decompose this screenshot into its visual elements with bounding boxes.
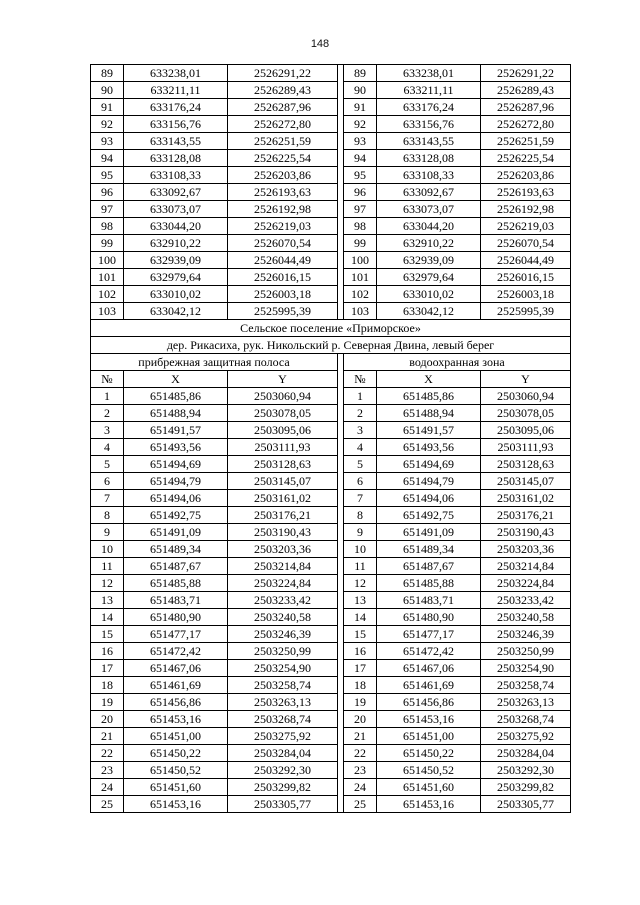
left-num-header: № — [91, 371, 124, 388]
left-point-number: 24 — [91, 779, 124, 796]
table-row — [91, 65, 571, 82]
right-point-number: 97 — [344, 201, 377, 218]
right-y-coordinate: 2503299,82 — [481, 779, 571, 796]
right-y-coordinate: 2503240,58 — [481, 609, 571, 626]
table-row — [91, 269, 571, 286]
right-point-number: 4 — [344, 439, 377, 456]
left-y-coordinate: 2503214,84 — [228, 558, 338, 575]
right-y-coordinate: 2503275,92 — [481, 728, 571, 745]
right-y-coordinate: 2503161,02 — [481, 490, 571, 507]
table-row — [91, 626, 571, 643]
right-point-number: 13 — [344, 592, 377, 609]
right-point-number: 92 — [344, 116, 377, 133]
left-point-number: 92 — [91, 116, 124, 133]
left-y-coordinate: 2526192,98 — [228, 201, 338, 218]
table-row — [91, 388, 571, 405]
left-point-number: 101 — [91, 269, 124, 286]
location-title: дер. Рикасиха, рук. Никольский р. Северная Двина, левый берег — [91, 337, 571, 354]
right-y-coordinate: 2526225,54 — [481, 150, 571, 167]
right-zone-title: водоохранная зона — [344, 354, 571, 371]
left-point-number: 21 — [91, 728, 124, 745]
left-y-coordinate: 2503284,04 — [228, 745, 338, 762]
left-y-coordinate: 2526291,22 — [228, 65, 338, 82]
right-point-number: 103 — [344, 303, 377, 320]
right-x-coordinate: 651491,09 — [377, 524, 481, 541]
table-row — [91, 218, 571, 235]
left-x-coordinate: 651453,16 — [124, 711, 228, 728]
right-y-coordinate: 2503268,74 — [481, 711, 571, 728]
right-point-number: 15 — [344, 626, 377, 643]
right-x-coordinate: 632979,64 — [377, 269, 481, 286]
right-y-coordinate: 2526070,54 — [481, 235, 571, 252]
left-y-coordinate: 2503240,58 — [228, 609, 338, 626]
right-point-number: 9 — [344, 524, 377, 541]
right-y-header: Y — [481, 371, 571, 388]
left-x-coordinate: 651485,86 — [124, 388, 228, 405]
right-point-number: 93 — [344, 133, 377, 150]
left-x-coordinate: 651491,57 — [124, 422, 228, 439]
table-row — [91, 473, 571, 490]
left-y-coordinate: 2526251,59 — [228, 133, 338, 150]
left-point-number: 99 — [91, 235, 124, 252]
right-y-coordinate: 2503224,84 — [481, 575, 571, 592]
left-point-number: 14 — [91, 609, 124, 626]
right-y-coordinate: 2503095,06 — [481, 422, 571, 439]
right-point-number: 94 — [344, 150, 377, 167]
left-point-number: 6 — [91, 473, 124, 490]
left-x-coordinate: 651472,42 — [124, 643, 228, 660]
table-row — [91, 405, 571, 422]
right-point-number: 21 — [344, 728, 377, 745]
left-x-coordinate: 633044,20 — [124, 218, 228, 235]
left-point-number: 16 — [91, 643, 124, 660]
right-point-number: 96 — [344, 184, 377, 201]
table-row — [91, 184, 571, 201]
right-y-coordinate: 2526003,18 — [481, 286, 571, 303]
left-point-number: 95 — [91, 167, 124, 184]
left-point-number: 102 — [91, 286, 124, 303]
right-x-coordinate: 633211,11 — [377, 82, 481, 99]
right-y-coordinate: 2503176,21 — [481, 507, 571, 524]
left-point-number: 20 — [91, 711, 124, 728]
left-x-coordinate: 633108,33 — [124, 167, 228, 184]
table-row — [91, 694, 571, 711]
right-point-number: 14 — [344, 609, 377, 626]
left-point-number: 103 — [91, 303, 124, 320]
right-x-coordinate: 651491,57 — [377, 422, 481, 439]
left-x-coordinate: 651451,00 — [124, 728, 228, 745]
left-y-coordinate: 2503190,43 — [228, 524, 338, 541]
left-point-number: 98 — [91, 218, 124, 235]
left-point-number: 90 — [91, 82, 124, 99]
left-point-number: 12 — [91, 575, 124, 592]
left-y-coordinate: 2526225,54 — [228, 150, 338, 167]
right-y-coordinate: 2503250,99 — [481, 643, 571, 660]
right-x-coordinate: 651472,42 — [377, 643, 481, 660]
left-y-coordinate: 2526219,03 — [228, 218, 338, 235]
left-point-number: 7 — [91, 490, 124, 507]
right-x-coordinate: 651461,69 — [377, 677, 481, 694]
table-row — [91, 201, 571, 218]
right-x-coordinate: 633128,08 — [377, 150, 481, 167]
left-point-number: 96 — [91, 184, 124, 201]
right-y-coordinate: 2526203,86 — [481, 167, 571, 184]
left-point-number: 1 — [91, 388, 124, 405]
table-row — [91, 762, 571, 779]
right-point-number: 99 — [344, 235, 377, 252]
table-row — [91, 150, 571, 167]
left-x-coordinate: 651494,69 — [124, 456, 228, 473]
right-point-number: 2 — [344, 405, 377, 422]
left-y-coordinate: 2525995,39 — [228, 303, 338, 320]
left-point-number: 15 — [91, 626, 124, 643]
right-x-coordinate: 651492,75 — [377, 507, 481, 524]
left-y-coordinate: 2503275,92 — [228, 728, 338, 745]
left-x-coordinate: 633143,55 — [124, 133, 228, 150]
header-section — [91, 320, 571, 388]
left-x-coordinate: 633156,76 — [124, 116, 228, 133]
left-x-coordinate: 632939,09 — [124, 252, 228, 269]
top-section — [91, 65, 571, 320]
table-row — [91, 507, 571, 524]
left-y-coordinate: 2503128,63 — [228, 456, 338, 473]
left-y-coordinate: 2503233,42 — [228, 592, 338, 609]
left-x-header: X — [124, 371, 228, 388]
right-point-number: 20 — [344, 711, 377, 728]
table-row — [91, 677, 571, 694]
left-x-coordinate: 651488,94 — [124, 405, 228, 422]
right-point-number: 12 — [344, 575, 377, 592]
left-point-number: 4 — [91, 439, 124, 456]
left-y-coordinate: 2503268,74 — [228, 711, 338, 728]
left-y-coordinate: 2526044,49 — [228, 252, 338, 269]
left-point-number: 17 — [91, 660, 124, 677]
right-y-coordinate: 2526289,43 — [481, 82, 571, 99]
right-point-number: 101 — [344, 269, 377, 286]
right-x-coordinate: 651477,17 — [377, 626, 481, 643]
right-point-number: 10 — [344, 541, 377, 558]
left-y-coordinate: 2503203,36 — [228, 541, 338, 558]
table-row — [91, 558, 571, 575]
settlement-title: Сельское поселение «Приморское» — [91, 320, 571, 337]
left-x-coordinate: 651456,86 — [124, 694, 228, 711]
page-number: 148 — [310, 38, 330, 50]
table-row — [91, 490, 571, 507]
table-row — [91, 116, 571, 133]
left-y-coordinate: 2526272,80 — [228, 116, 338, 133]
table-row — [91, 541, 571, 558]
left-point-number: 13 — [91, 592, 124, 609]
left-y-coordinate: 2526070,54 — [228, 235, 338, 252]
right-y-coordinate: 2503111,93 — [481, 439, 571, 456]
table-row — [91, 439, 571, 456]
left-point-number: 89 — [91, 65, 124, 82]
left-y-coordinate: 2503305,77 — [228, 796, 338, 813]
table-row — [91, 235, 571, 252]
left-zone-title: прибрежная защитная полоса — [91, 354, 338, 371]
table-row — [91, 609, 571, 626]
left-point-number: 94 — [91, 150, 124, 167]
right-point-number: 100 — [344, 252, 377, 269]
left-x-coordinate: 651450,22 — [124, 745, 228, 762]
left-x-coordinate: 651489,34 — [124, 541, 228, 558]
left-x-coordinate: 632979,64 — [124, 269, 228, 286]
left-x-coordinate: 651483,71 — [124, 592, 228, 609]
left-point-number: 91 — [91, 99, 124, 116]
left-x-coordinate: 651492,75 — [124, 507, 228, 524]
right-y-coordinate: 2525995,39 — [481, 303, 571, 320]
left-x-coordinate: 633092,67 — [124, 184, 228, 201]
right-y-coordinate: 2526251,59 — [481, 133, 571, 150]
right-point-number: 18 — [344, 677, 377, 694]
left-x-coordinate: 633211,11 — [124, 82, 228, 99]
right-y-coordinate: 2526193,63 — [481, 184, 571, 201]
right-y-coordinate: 2503292,30 — [481, 762, 571, 779]
left-y-coordinate: 2503111,93 — [228, 439, 338, 456]
left-x-coordinate: 651494,06 — [124, 490, 228, 507]
right-x-coordinate: 651450,22 — [377, 745, 481, 762]
right-x-coordinate: 633092,67 — [377, 184, 481, 201]
right-point-number: 102 — [344, 286, 377, 303]
left-point-number: 10 — [91, 541, 124, 558]
right-x-coordinate: 651489,34 — [377, 541, 481, 558]
right-y-coordinate: 2503203,36 — [481, 541, 571, 558]
right-y-coordinate: 2503145,07 — [481, 473, 571, 490]
right-y-coordinate: 2526287,96 — [481, 99, 571, 116]
left-y-coordinate: 2503095,06 — [228, 422, 338, 439]
left-y-coordinate: 2526193,63 — [228, 184, 338, 201]
right-x-coordinate: 633108,33 — [377, 167, 481, 184]
right-y-coordinate: 2526272,80 — [481, 116, 571, 133]
table-row — [91, 167, 571, 184]
table-row — [91, 303, 571, 320]
right-x-coordinate: 651485,88 — [377, 575, 481, 592]
right-y-coordinate: 2503060,94 — [481, 388, 571, 405]
left-y-coordinate: 2503258,74 — [228, 677, 338, 694]
right-point-number: 90 — [344, 82, 377, 99]
right-point-number: 5 — [344, 456, 377, 473]
bottom-section — [91, 388, 571, 813]
right-point-number: 98 — [344, 218, 377, 235]
left-y-coordinate: 2503060,94 — [228, 388, 338, 405]
right-x-coordinate: 651488,94 — [377, 405, 481, 422]
left-x-coordinate: 651480,90 — [124, 609, 228, 626]
left-y-coordinate: 2503246,39 — [228, 626, 338, 643]
left-y-coordinate: 2503176,21 — [228, 507, 338, 524]
right-x-coordinate: 651494,79 — [377, 473, 481, 490]
right-point-number: 91 — [344, 99, 377, 116]
left-x-coordinate: 651491,09 — [124, 524, 228, 541]
left-point-number: 93 — [91, 133, 124, 150]
left-x-coordinate: 651485,88 — [124, 575, 228, 592]
table-row — [91, 524, 571, 541]
left-point-number: 11 — [91, 558, 124, 575]
left-x-coordinate: 651453,16 — [124, 796, 228, 813]
right-x-coordinate: 651487,67 — [377, 558, 481, 575]
right-y-coordinate: 2503254,90 — [481, 660, 571, 677]
left-x-coordinate: 633073,07 — [124, 201, 228, 218]
table-row — [91, 796, 571, 813]
left-y-coordinate: 2503250,99 — [228, 643, 338, 660]
table-row — [91, 99, 571, 116]
left-x-coordinate: 651477,17 — [124, 626, 228, 643]
table-row — [91, 592, 571, 609]
table-row — [91, 643, 571, 660]
right-point-number: 89 — [344, 65, 377, 82]
left-point-number: 8 — [91, 507, 124, 524]
right-x-header: X — [377, 371, 481, 388]
right-x-coordinate: 651451,00 — [377, 728, 481, 745]
left-x-coordinate: 651461,69 — [124, 677, 228, 694]
table-row — [91, 82, 571, 99]
right-point-number: 24 — [344, 779, 377, 796]
right-x-coordinate: 651456,86 — [377, 694, 481, 711]
table-row — [91, 252, 571, 269]
right-point-number: 22 — [344, 745, 377, 762]
left-y-coordinate: 2503292,30 — [228, 762, 338, 779]
left-x-coordinate: 633042,12 — [124, 303, 228, 320]
right-point-number: 95 — [344, 167, 377, 184]
left-x-coordinate: 633238,01 — [124, 65, 228, 82]
left-point-number: 19 — [91, 694, 124, 711]
table-row — [91, 711, 571, 728]
left-point-number: 2 — [91, 405, 124, 422]
left-point-number: 100 — [91, 252, 124, 269]
left-y-coordinate: 2503254,90 — [228, 660, 338, 677]
left-point-number: 5 — [91, 456, 124, 473]
left-y-coordinate: 2503145,07 — [228, 473, 338, 490]
right-x-coordinate: 651467,06 — [377, 660, 481, 677]
right-x-coordinate: 633073,07 — [377, 201, 481, 218]
right-point-number: 23 — [344, 762, 377, 779]
left-x-coordinate: 632910,22 — [124, 235, 228, 252]
left-y-coordinate: 2526003,18 — [228, 286, 338, 303]
table-row — [91, 133, 571, 150]
right-point-number: 17 — [344, 660, 377, 677]
table-row — [91, 779, 571, 796]
left-point-number: 22 — [91, 745, 124, 762]
table-row — [91, 456, 571, 473]
right-y-coordinate: 2503078,05 — [481, 405, 571, 422]
left-x-coordinate: 651487,67 — [124, 558, 228, 575]
right-x-coordinate: 651485,86 — [377, 388, 481, 405]
right-x-coordinate: 651494,69 — [377, 456, 481, 473]
right-y-coordinate: 2503263,13 — [481, 694, 571, 711]
table-row — [91, 575, 571, 592]
right-x-coordinate: 632939,09 — [377, 252, 481, 269]
right-x-coordinate: 651493,56 — [377, 439, 481, 456]
right-x-coordinate: 651483,71 — [377, 592, 481, 609]
left-x-coordinate: 633176,24 — [124, 99, 228, 116]
left-x-coordinate: 651493,56 — [124, 439, 228, 456]
right-x-coordinate: 651450,52 — [377, 762, 481, 779]
right-x-coordinate: 633010,02 — [377, 286, 481, 303]
left-y-coordinate: 2503161,02 — [228, 490, 338, 507]
right-y-coordinate: 2526291,22 — [481, 65, 571, 82]
table-row — [91, 728, 571, 745]
right-x-coordinate: 651453,16 — [377, 711, 481, 728]
right-point-number: 11 — [344, 558, 377, 575]
right-y-coordinate: 2503214,84 — [481, 558, 571, 575]
right-num-header: № — [344, 371, 377, 388]
left-y-coordinate: 2526203,86 — [228, 167, 338, 184]
left-y-coordinate: 2503299,82 — [228, 779, 338, 796]
left-x-coordinate: 651450,52 — [124, 762, 228, 779]
right-x-coordinate: 651453,16 — [377, 796, 481, 813]
right-point-number: 7 — [344, 490, 377, 507]
left-y-coordinate: 2526289,43 — [228, 82, 338, 99]
left-y-coordinate: 2526016,15 — [228, 269, 338, 286]
table-row — [91, 660, 571, 677]
right-y-coordinate: 2503190,43 — [481, 524, 571, 541]
left-point-number: 97 — [91, 201, 124, 218]
left-y-coordinate: 2503224,84 — [228, 575, 338, 592]
right-y-coordinate: 2526016,15 — [481, 269, 571, 286]
right-point-number: 8 — [344, 507, 377, 524]
table-row — [91, 286, 571, 303]
table-row — [91, 745, 571, 762]
right-point-number: 25 — [344, 796, 377, 813]
right-y-coordinate: 2503305,77 — [481, 796, 571, 813]
right-y-coordinate: 2503284,04 — [481, 745, 571, 762]
right-x-coordinate: 651480,90 — [377, 609, 481, 626]
left-point-number: 18 — [91, 677, 124, 694]
right-x-coordinate: 633238,01 — [377, 65, 481, 82]
left-y-coordinate: 2526287,96 — [228, 99, 338, 116]
left-point-number: 3 — [91, 422, 124, 439]
right-point-number: 3 — [344, 422, 377, 439]
right-point-number: 1 — [344, 388, 377, 405]
left-x-coordinate: 633010,02 — [124, 286, 228, 303]
right-y-coordinate: 2526044,49 — [481, 252, 571, 269]
right-point-number: 19 — [344, 694, 377, 711]
left-point-number: 25 — [91, 796, 124, 813]
right-y-coordinate: 2503246,39 — [481, 626, 571, 643]
right-x-coordinate: 633044,20 — [377, 218, 481, 235]
right-y-coordinate: 2526192,98 — [481, 201, 571, 218]
right-y-coordinate: 2503258,74 — [481, 677, 571, 694]
right-x-coordinate: 651494,06 — [377, 490, 481, 507]
right-y-coordinate: 2503128,63 — [481, 456, 571, 473]
coordinates-table — [90, 64, 571, 813]
left-y-coordinate: 2503263,13 — [228, 694, 338, 711]
right-point-number: 16 — [344, 643, 377, 660]
left-x-coordinate: 651451,60 — [124, 779, 228, 796]
right-y-coordinate: 2526219,03 — [481, 218, 571, 235]
right-x-coordinate: 633042,12 — [377, 303, 481, 320]
left-x-coordinate: 633128,08 — [124, 150, 228, 167]
left-point-number: 9 — [91, 524, 124, 541]
right-point-number: 6 — [344, 473, 377, 490]
right-y-coordinate: 2503233,42 — [481, 592, 571, 609]
right-x-coordinate: 651451,60 — [377, 779, 481, 796]
left-point-number: 23 — [91, 762, 124, 779]
left-y-header: Y — [228, 371, 338, 388]
table-row — [91, 422, 571, 439]
right-x-coordinate: 632910,22 — [377, 235, 481, 252]
left-x-coordinate: 651467,06 — [124, 660, 228, 677]
right-x-coordinate: 633156,76 — [377, 116, 481, 133]
left-y-coordinate: 2503078,05 — [228, 405, 338, 422]
left-x-coordinate: 651494,79 — [124, 473, 228, 490]
right-x-coordinate: 633176,24 — [377, 99, 481, 116]
right-x-coordinate: 633143,55 — [377, 133, 481, 150]
